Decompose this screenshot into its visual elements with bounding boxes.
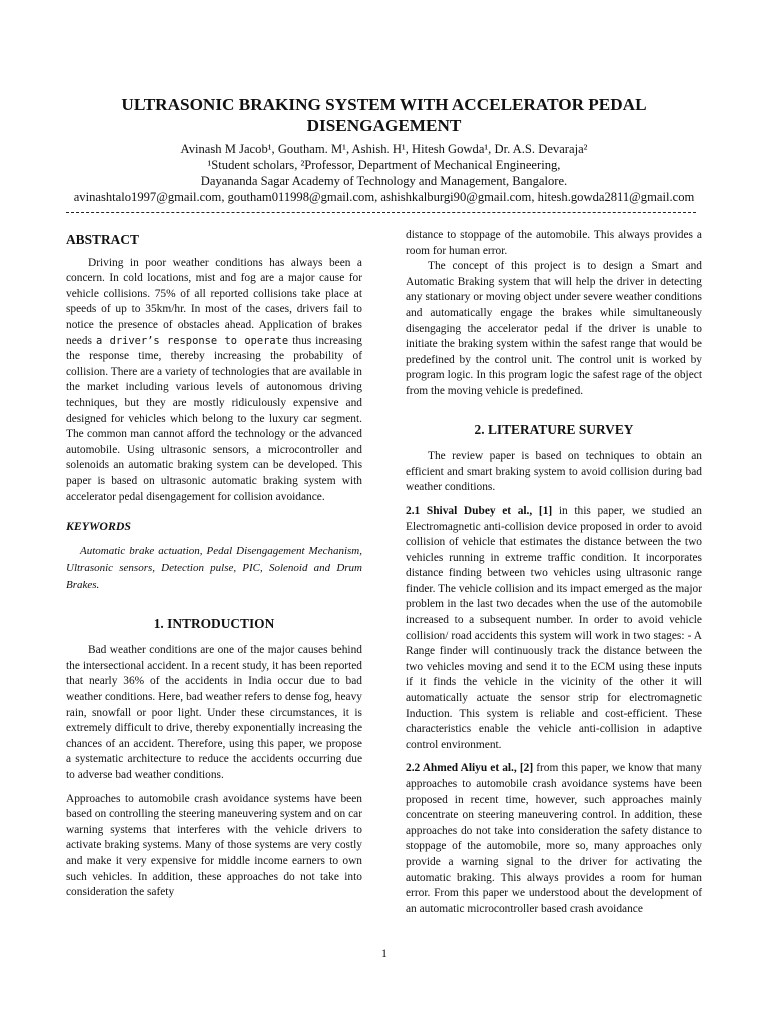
- author-block: [40, 141, 728, 205]
- affiliation-line-1: ¹Student scholars, ²Professor, Department of Mechanical Engineering,: [207, 158, 561, 172]
- reference-1-paragraph: [406, 504, 702, 754]
- reference-2-paragraph: [406, 761, 702, 917]
- abstract-text-part-1: Driving in poor weather conditions has always been a concern. In cold locations, mist and fog are a major cause for vehicle collisions. 75% of all reported collisions take place at speeds of up to 35km/hr. In most of the cases, drivers fail to notice the presence of obstacles ahead. Application of brakes needs: [66, 256, 362, 347]
- abstract-text-part-3: thus increasing the response time, thereby increasing the probability of collision. There are a variety of technologies that are available in the market including various levels of autonomous driving techniques, but they are mostly ridiculously expensive and designed for vehicles which belong to the luxury car segment. The common man cannot afford the technology or the advanced automobile. Using ultrasonic sensors, a microcontroller and solenoids an automatic braking system can be developed. This paper is based on ultrasonic automatic braking system with accelerator pedal disengagement for collision avoidance.: [66, 334, 362, 503]
- literature-intro: The review paper is based on techniques to obtain an efficient and smart braking system to avoid collision during bad weather conditions.: [406, 450, 702, 494]
- keywords-heading: KEYWORDS: [66, 519, 131, 534]
- literature-survey-heading: 2. LITERATURE SURVEY: [474, 421, 634, 437]
- reference-1-label: 2.1 Shival Dubey et al., [1]: [406, 504, 553, 517]
- introduction-paragraph-3: The concept of this project is to design a Smart and Automatic Braking system that will help the driver in detecting any stationary or moving object under severe weather conditions and automatically engage the brakes while simultaneously disengaging the accelerator pedal if the driver is unable to initiate the braking system within the safest range that would be predefined by the control unit. The control unit is worked by program logic. In this program logic the safest rage of the object from the moving vehicle is predefined.: [406, 260, 702, 397]
- paper-title: [60, 94, 708, 136]
- abstract-text-part-2: a driver’s response to operate: [95, 334, 289, 347]
- reference-1-text: in this paper, we studied an Electromagnetic anti-collision device proposed in order to avoid collision of vehicle that estimates the distance between the two vehicles running in extreme traffic condition. It incorporates distance finding between two vehicles using ultrasonic range finder. The vehicle collision and its impact emerged as the major problem in the last two decades when the use of the automobile increased to a subsequent number. In order to avoid vehicle collision/ road accidents this system will work in two stages: - A Range finder will continuously track the distance between the two vehicles moving and send it to the ECM using these inputs if it finds the vehicle in the vicinity of the other it will automatically actuate the sensor strip for electromagnetic Induction. This system is reliable and cost-efficient. These characteristics enable the vehicle anti-collision in adaptive control environment.: [406, 504, 702, 751]
- abstract-heading: ABSTRACT: [66, 232, 139, 247]
- right-column: [406, 228, 702, 917]
- title-line-2: DISENGAGEMENT: [306, 116, 462, 135]
- author-names: Avinash M Jacob¹, Goutham. M¹, Ashish. H¹, Hitesh Gowda¹, Dr. A.S. Devaraja²: [180, 142, 588, 156]
- introduction-paragraph-2-continued: distance to stoppage of the automobile. This always provides a room for human error.: [406, 229, 702, 257]
- keywords-text: Automatic brake actuation, Pedal Disengagement Mechanism, Ultrasonic sensors, Detection pulse, PIC, Solenoid and Drum Brakes.: [66, 544, 362, 591]
- header-divider: [66, 212, 696, 213]
- title-line-1: ULTRASONIC BRAKING SYSTEM WITH ACCELERATOR PEDAL: [121, 95, 647, 114]
- introduction-heading: 1. INTRODUCTION: [153, 615, 275, 631]
- reference-2-text: from this paper, we know that many approaches to automobile crash avoidance systems have been proposed in recent time, however, such approaches mainly concentrate on steering maneuvering control. In addition, these approaches do not take into consideration the safety distance to stoppage of the automobile, more so, many approaches only provide a warning signal to the driver for activating the automatic braking. This always provides a room for human error. From this paper we understood about the development of an automatic microcontroller based crash avoidance: [406, 762, 702, 915]
- introduction-paragraph-1: Bad weather conditions are one of the major causes behind the intersectional accident. In a recent study, it has been reported that nearly 36% of the accidents in India occur due to bad weather conditions. Here, bad weather refers to dense fog, heavy rain, snowfall or poor light. Under these circumstances, it is extremely difficult to drive, thereby exponentially increasing the chances of an accident. Therefore, using this paper, we propose a systematic architecture to reduce the accidents occurring due to adverse bad weather conditions.: [66, 644, 362, 782]
- author-emails: avinashtalo1997@gmail.com, goutham011998@gmail.com, ashishkalburgi90@gmail.com, hitesh.gowda2811@gmail.com: [73, 190, 695, 204]
- introduction-paragraph-2: Approaches to automobile crash avoidance systems have been based on controlling the steering maneuvering system and on car warning systems that interferes with the vehicle drivers to activate braking systems. Many of those systems are very costly and make it very expensive for middle income earners to own such vehicles. In addition, these approaches do not take into consideration the safety: [66, 792, 362, 899]
- reference-2-label: 2.2 Ahmed Aliyu et al., [2]: [406, 762, 534, 775]
- left-column: [66, 228, 362, 901]
- page-number: 1: [381, 946, 387, 960]
- abstract-text: [66, 256, 362, 506]
- affiliation-line-2: Dayananda Sagar Academy of Technology and Management, Bangalore.: [200, 174, 568, 188]
